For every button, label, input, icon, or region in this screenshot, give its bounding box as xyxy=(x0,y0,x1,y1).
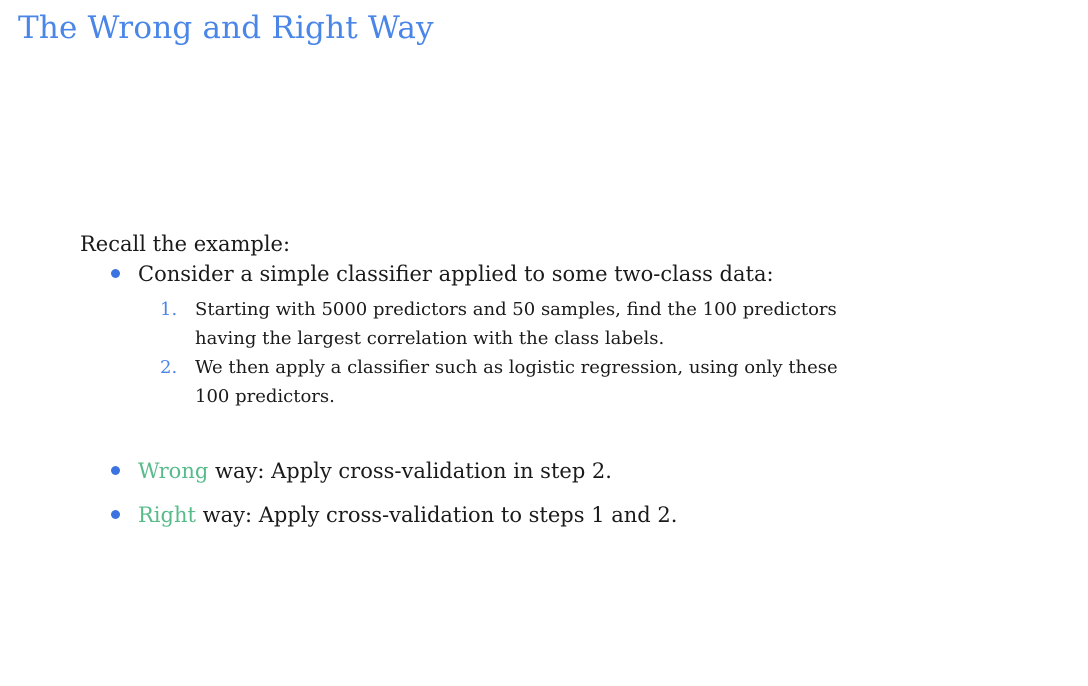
bullet-classifier-text: Consider a simple classifier applied to some two-class data: xyxy=(138,262,774,286)
bullet-right-way xyxy=(80,500,1040,530)
step-number: 1. xyxy=(160,299,178,320)
slide-body xyxy=(80,229,1040,530)
step-number: 2. xyxy=(160,357,178,378)
slide-title: The Wrong and Right Way xyxy=(18,10,434,46)
wrong-keyword: Wrong xyxy=(138,459,209,483)
bullet-classifier xyxy=(80,259,1040,289)
steps-list xyxy=(80,295,1040,411)
step-item-2 xyxy=(80,353,995,411)
wrong-way-text: way: Apply cross-validation in step 2. xyxy=(208,459,612,483)
step-text-line: 100 predictors. xyxy=(195,386,335,407)
intro-text: Recall the example: xyxy=(80,232,291,256)
bullet-dot-icon xyxy=(111,510,120,519)
step-item-1 xyxy=(80,295,995,353)
bullet-dot-icon xyxy=(111,466,120,475)
right-keyword: Right xyxy=(138,503,196,527)
bullet-dot-icon xyxy=(111,269,120,278)
step-text-line: We then apply a classifier such as logistic regression, using only these xyxy=(195,357,838,378)
bullet-wrong-way xyxy=(80,456,1040,486)
step-text-line: having the largest correlation with the class labels. xyxy=(195,328,665,349)
right-way-text: way: Apply cross-validation to steps 1 and 2. xyxy=(195,503,678,527)
step-text-line: Starting with 5000 predictors and 50 samples, find the 100 predictors xyxy=(195,299,837,320)
spacer xyxy=(80,411,1040,456)
